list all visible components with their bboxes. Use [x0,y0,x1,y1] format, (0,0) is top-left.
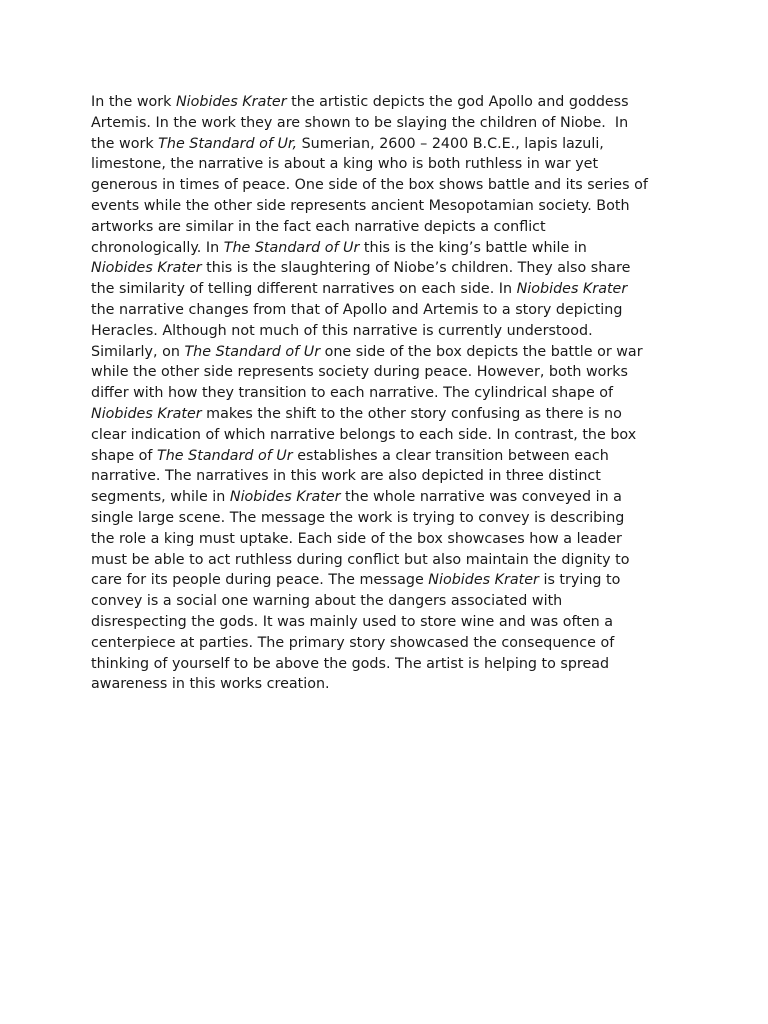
text-run: limestone, the narrative is about a king who is both ruthless in war yet [91,156,599,173]
text-line [91,487,691,508]
text-line [91,591,691,612]
text-run: generous in times of peace. One side of the box shows battle and its series of [91,177,648,194]
text-line [91,238,691,259]
text-line [91,154,691,175]
text-line [91,362,691,383]
text-run: makes the shift to the other story confusing as there is no [201,405,622,422]
text-line [91,633,691,654]
text-line [91,425,691,446]
text-line [91,508,691,529]
text-line [91,258,691,279]
text-run: this is the king’s battle while in [359,239,587,256]
artwork-title-italic: Niobides Krater [175,94,287,110]
text-line [91,383,691,404]
text-line [91,529,691,550]
text-line [91,300,691,321]
text-run: the similarity of telling different narratives on each side. In [91,281,517,298]
text-line [91,113,691,134]
artwork-title-italic: The Standard of Ur, [158,135,298,152]
text-run: artworks are similar in the fact each narrative depicts a conflict [91,218,546,235]
artwork-title-italic: Niobides Krater [428,572,539,589]
text-run: Heracles. Although not much of this narrative is currently understood. [91,322,593,339]
text-run: thinking of yourself to be above the gods. The artist is helping to spread [91,655,610,672]
text-line [91,404,691,425]
text-run: shape of [91,447,158,464]
text-run: segments, while in [91,489,230,506]
text-line [91,321,691,342]
text-run: awareness in this works creation. [91,676,330,693]
text-line [91,570,691,591]
text-run: the whole narrative was conveyed in a [340,489,622,506]
text-run: this is the slaughtering of Niobe’s children. They also share [201,260,631,277]
text-line [91,217,691,238]
text-run: Sumerian, 2600 – 2400 B.C.E., lapis lazuli, [297,135,604,152]
text-run: disrespecting the gods. It was mainly used to store wine and was often a [91,613,614,630]
text-line [91,550,691,571]
text-run: the narrative changes from that of Apollo and Artemis to a story depicting [91,301,623,318]
artwork-title-italic: The Standard of Ur [223,239,360,256]
text-line [91,612,691,633]
body-paragraph [91,92,691,695]
text-run: differ with how they transition to each narrative. The cylindrical shape of [91,385,614,402]
artwork-title-italic: Niobides Krater [516,281,628,298]
text-run: while the other side represents society during peace. However, both works [91,364,628,381]
text-line [91,654,691,675]
text-line [91,674,691,695]
text-line [91,342,691,363]
text-line [91,92,691,113]
artwork-title-italic: Niobides Krater [91,405,202,422]
text-run: chronologically. In [91,239,224,256]
text-run: the role a king must uptake. Each side of the box showcases how a leader [91,530,622,547]
text-run: convey is a social one warning about the dangers associated with [91,593,563,610]
artwork-title-italic: The Standard of Ur [184,343,321,360]
text-line [91,279,691,300]
text-run: care for its people during peace. The message [91,572,429,589]
text-line [91,134,691,155]
text-run: one side of the box depicts the battle or war [320,343,643,360]
text-line [91,175,691,196]
text-run: single large scene. The message the work is trying to convey is describing [91,509,625,526]
text-run: In the work [91,94,176,110]
text-run: the artistic depicts the god Apollo and goddess [286,94,629,110]
text-run: is trying to [538,572,621,589]
text-run: events while the other side represents ancient Mesopotamian society. Both [91,197,630,214]
text-run: Similarly, on [91,343,185,360]
text-run: must be able to act ruthless during conflict but also maintain the dignity to [91,551,630,568]
text-run: centerpiece at parties. The primary story showcased the consequence of [91,634,615,651]
text-run: Artemis. In the work they are shown to be slaying the children of Niobe. In [91,114,629,131]
text-run: the work [91,135,159,152]
artwork-title-italic: Niobides Krater [229,489,341,506]
text-line [91,446,691,467]
text-run: establishes a clear transition between each [292,447,609,464]
artwork-title-italic: The Standard of Ur [157,447,293,464]
text-run: clear indication of which narrative belongs to each side. In contrast, the box [91,426,637,443]
text-run: narrative. The narratives in this work are also depicted in three distinct [91,468,601,485]
text-line [91,196,691,217]
artwork-title-italic: Niobides Krater [91,260,202,277]
text-line [91,466,691,487]
